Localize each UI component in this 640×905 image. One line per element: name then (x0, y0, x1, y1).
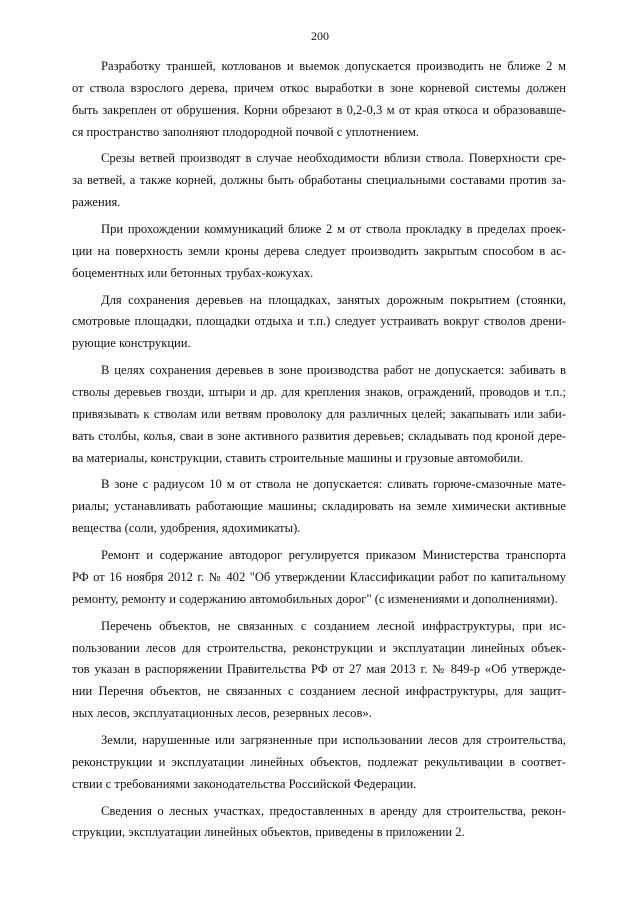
text-line: Разработку траншей, котлованов и выемок допускается производить не ближе 2 м (101, 59, 566, 73)
text-line: Ремонт и содержание автодорог регулируется приказом Министерства транспорта (101, 548, 566, 563)
text-line: РФ от 16 ноября 2012 г. № 402 "Об утверждении Классификации работ по капитальному (72, 569, 566, 584)
document-body (72, 56, 566, 849)
paragraph (72, 474, 566, 540)
text-line: реконструкции и эксплуатации линейных объектов, подлежат рекультивации в соответ- (72, 754, 566, 769)
page-number: 200 (311, 29, 329, 43)
paragraph (72, 616, 566, 725)
text-line: Земли, нарушенные или загрязненные при использовании лесов для строительства, (101, 732, 566, 747)
text-line: риалы; устанавливать работающие машины; складировать на земле химически активные (72, 499, 566, 514)
paragraph (72, 545, 566, 611)
text-line: струкции, эксплуатации линейных объектов, приведены в приложении 2. (72, 825, 465, 840)
text-line: боцементных или бетонных трубах-кожухах. (72, 265, 314, 280)
paragraph (72, 290, 566, 356)
text-line: быть закреплен от обрушения. Корни обрезают в 0,2-0,3 м от края откоса и образовавше- (72, 102, 566, 117)
text-line: от ствола взрослого дерева, причем откос выработки в зоне корневой системы должен (72, 80, 566, 95)
text-line: тов указан в распоряжении Правительства РФ от 27 мая 2013 г. № 849-р «Об утвержде- (72, 662, 566, 677)
paragraph (72, 56, 566, 144)
text-line: пользовании лесов для строительства, реконструкции и эксплуатации линейных объек- (72, 640, 566, 655)
text-line: за ветвей, а также корней, должны быть обработаны специальными составами против за- (72, 173, 566, 188)
text-line: вещества (соли, удобрения, ядохимикаты). (72, 521, 301, 536)
text-line: нии Перечня объектов, не связанных с созданием лесной инфраструктуры, для защит- (72, 684, 566, 699)
paragraph (72, 360, 566, 469)
text-line: ся пространство заполняют плодородной почвой с уплотнением. (72, 124, 419, 139)
text-line: ствии с требованиями законодательства Российской Федерации. (72, 776, 417, 791)
text-line: В зоне с радиусом 10 м от ствола не допускается: сливать горюче-смазочные мате- (101, 477, 566, 492)
text-line: ных лесов, эксплуатационных лесов, резервных лесов». (72, 706, 372, 721)
text-line: Для сохранения деревьев на площадках, занятых дорожным покрытием (стоянки, (101, 292, 566, 307)
text-line: Срезы ветвей производят в случае необходимости вблизи ствола. Поверхности сре- (101, 151, 566, 166)
text-line: вать столбы, колья, сваи в зоне активного развития деревьев; складывать под кроной дере- (72, 428, 566, 443)
text-line: рующие конструкции. (72, 336, 191, 351)
text-line: стволы деревьев гвозди, штыри и др. для крепления знаков, ограждений, проводов и т.п.; (72, 385, 566, 400)
text-line: Сведения о лесных участках, предоставленных в аренду для строительства, рекон- (101, 803, 566, 818)
text-line: ражения. (72, 195, 121, 210)
paragraph (72, 148, 566, 214)
text-line: Перечень объектов, не связанных с созданием лесной инфраструктуры, при ис- (101, 618, 566, 633)
text-line: В целях сохранения деревьев в зоне производства работ не допускается: забивать в (101, 363, 566, 378)
text-line: ремонту, ремонту и содержанию автомобильных дорог" (с изменениями и дополнениями). (72, 591, 558, 606)
paragraph (72, 801, 566, 845)
text-line: При прохождении коммуникаций ближе 2 м от ствола прокладку в пределах проек- (101, 222, 566, 237)
paragraph (72, 219, 566, 285)
text-line: смотровые площадки, площадки отдыха и т.п.) следует устраивать вокруг стволов дрени- (72, 314, 566, 329)
text-line: привязывать к стволам или ветвям проволоку для различных целей; закапывать или заби- (72, 406, 566, 421)
paragraph (72, 730, 566, 796)
text-line: ции на поверхность земли кроны дерева следует производить закрытым способом в ас- (72, 243, 566, 258)
text-line: ва материалы, конструкции, ставить строительные машины и грузовые автомобили. (72, 450, 524, 465)
